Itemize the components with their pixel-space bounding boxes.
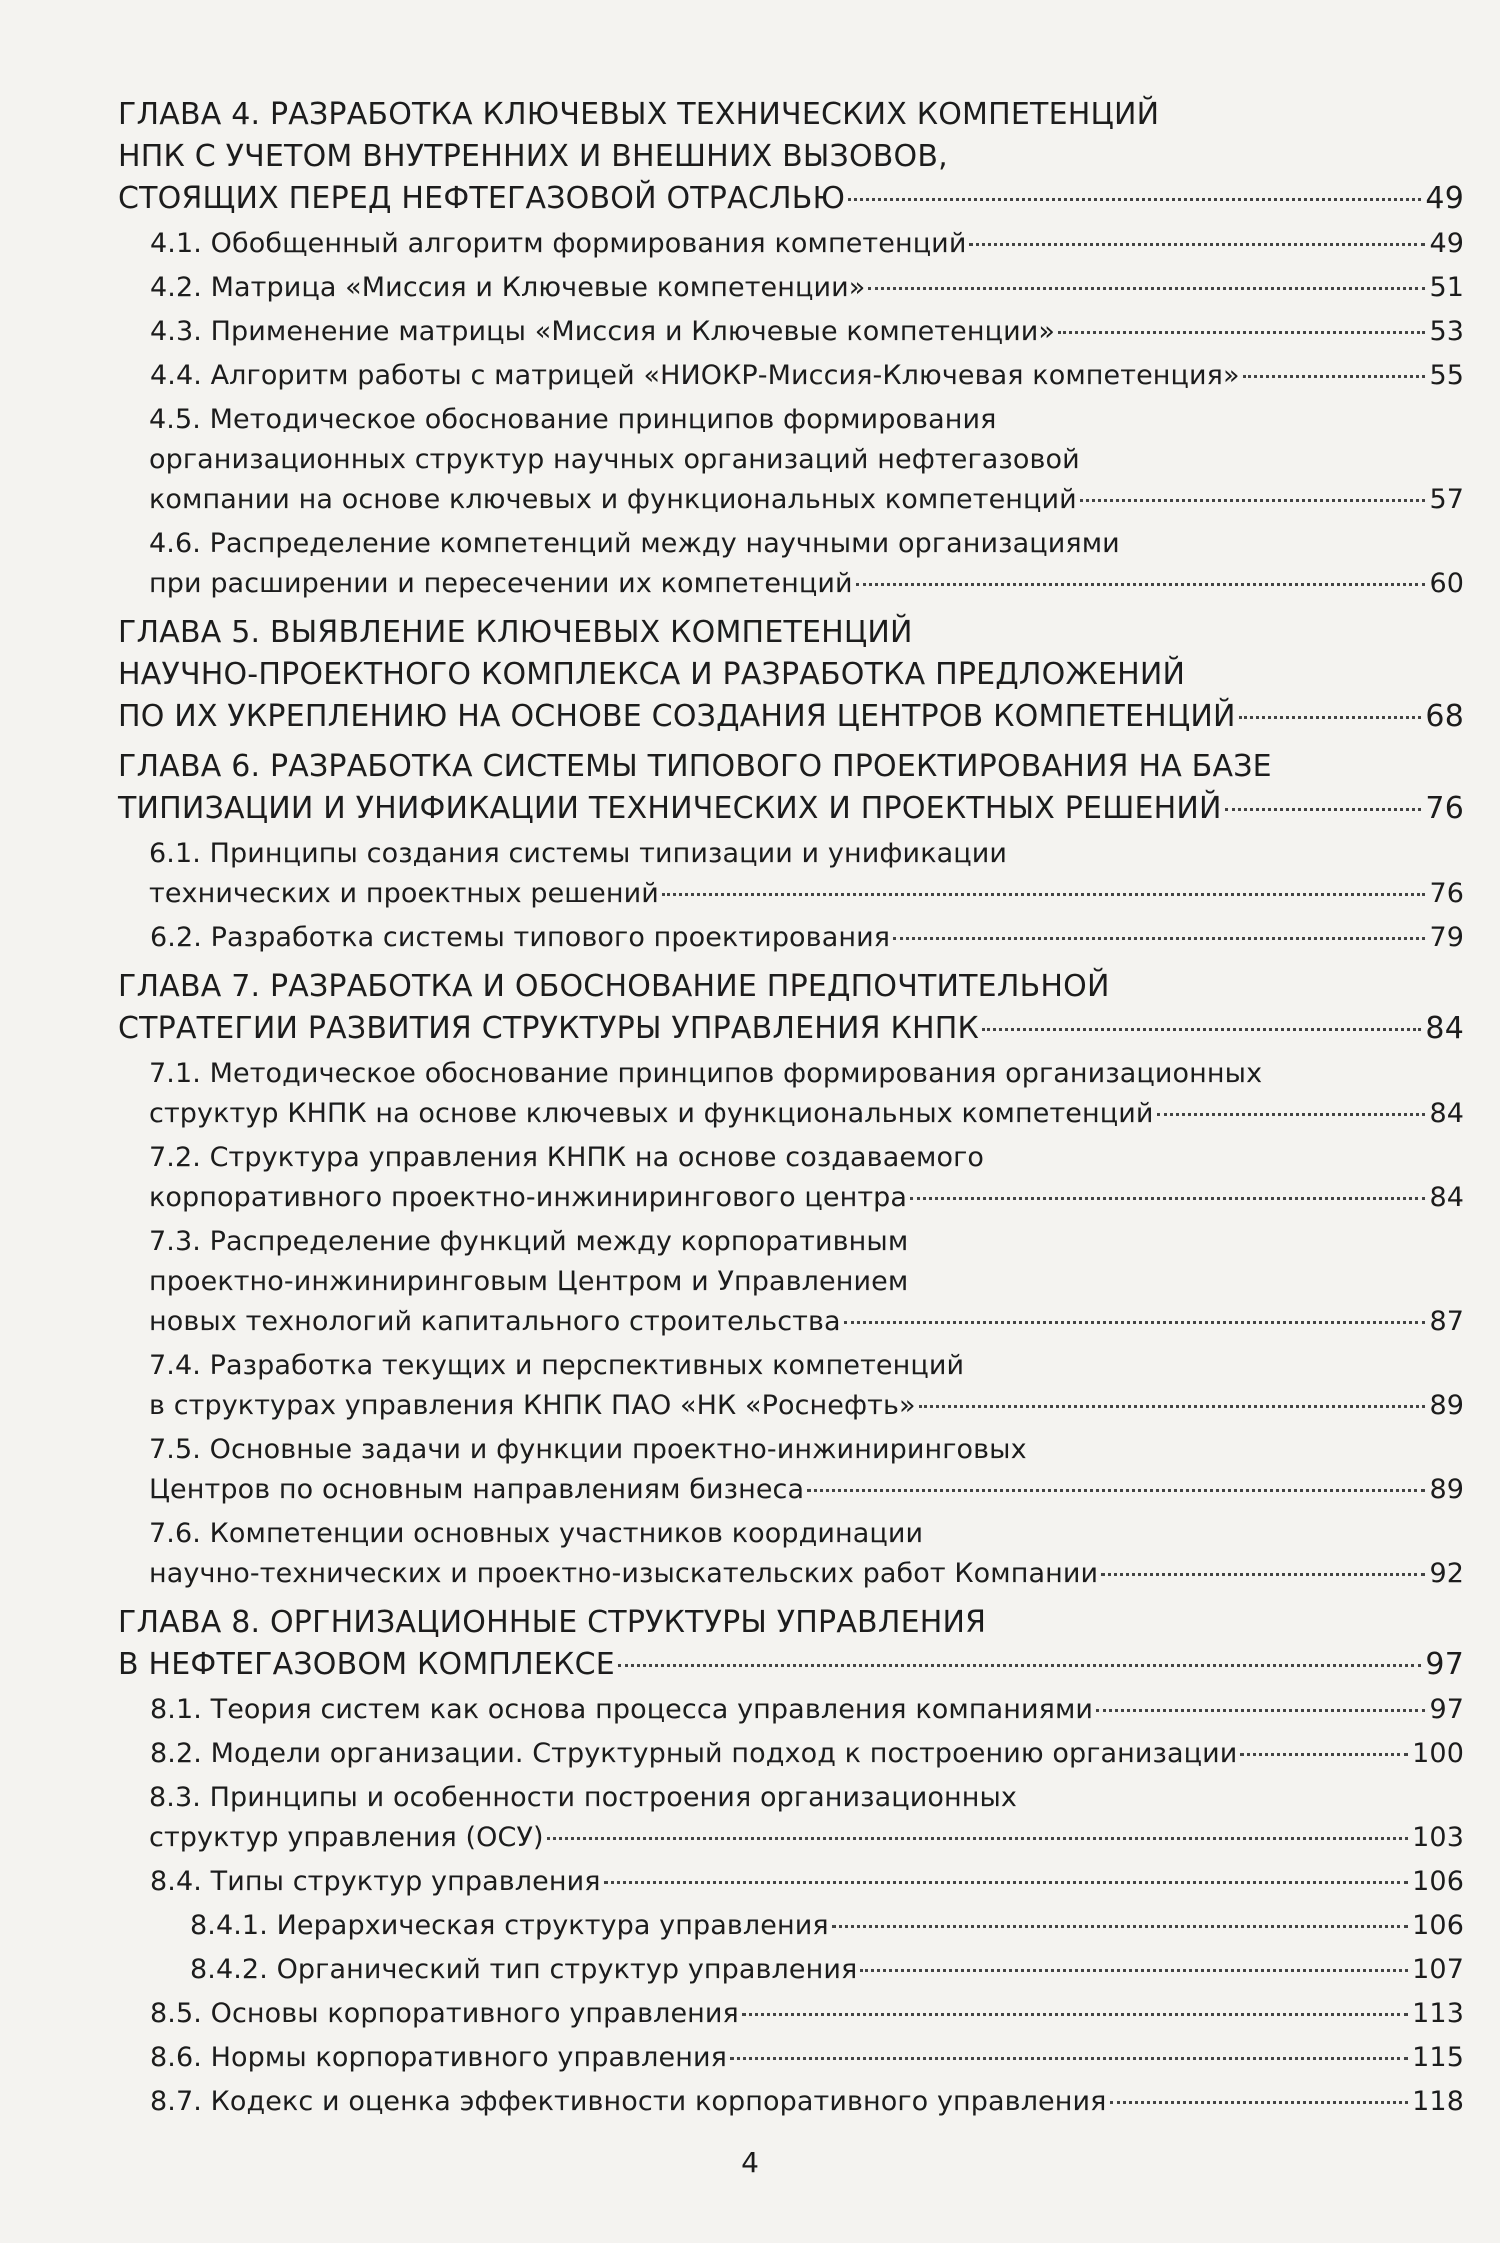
toc-last-line — [149, 1302, 1464, 1342]
dot-leader — [604, 1881, 1409, 1884]
dot-leader — [1080, 499, 1426, 502]
toc-line: структур КНПК на основе ключевых и функциональных компетенций — [149, 1098, 1154, 1129]
toc-last-line — [149, 1178, 1464, 1218]
toc-line: в структурах управления КНПК ПАО «НК «Роснефть» — [149, 1390, 916, 1421]
toc-last-line — [150, 2082, 1464, 2122]
toc-line: 7.3. Распределение функций между корпоративным — [149, 1226, 909, 1257]
toc-section — [118, 224, 1464, 264]
toc-line: 7.6. Компетенции основных участников координации — [149, 1518, 924, 1549]
toc-last-line — [150, 1994, 1464, 2034]
toc-page-number: 89 — [1429, 1474, 1464, 1505]
toc-last-line — [118, 1008, 1464, 1050]
toc-page-number: 55 — [1429, 360, 1464, 391]
dot-leader — [1243, 375, 1426, 378]
dot-leader — [848, 198, 1421, 201]
toc-line: 6.2. Разработка системы типового проектирования — [150, 922, 891, 953]
toc-last-line — [150, 1690, 1464, 1730]
toc-line: научно-технических и проектно-изыскательских работ Компании — [149, 1558, 1099, 1589]
toc-last-line — [149, 1094, 1464, 1134]
toc-line: 8.4.2. Органический тип структур управления — [190, 1954, 858, 1985]
toc-section — [118, 1138, 1464, 1218]
dot-leader — [618, 1664, 1422, 1667]
dot-leader — [860, 1969, 1408, 1972]
toc-page-number: 49 — [1425, 181, 1464, 216]
toc-line: 6.1. Принципы создания системы типизации и унификации — [149, 838, 1008, 869]
dot-leader — [844, 1321, 1426, 1324]
toc-page-number: 84 — [1429, 1098, 1464, 1129]
toc-page-number: 53 — [1429, 316, 1464, 347]
toc-page-number: 100 — [1412, 1738, 1464, 1769]
toc-line: НПК С УЧЕТОМ ВНУТРЕННИХ И ВНЕШНИХ ВЫЗОВОВ, — [118, 139, 948, 174]
toc-page-number: 84 — [1429, 1182, 1464, 1213]
toc-line: 4.6. Распределение компетенций между научными организациями — [149, 528, 1120, 559]
toc-chapter — [118, 966, 1464, 1050]
toc-line: 8.4.1. Иерархическая структура управления — [190, 1910, 829, 1941]
toc-line: ГЛАВА 8. ОРГНИЗАЦИОННЫЕ СТРУКТУРЫ УПРАВЛЕНИЯ — [118, 1605, 987, 1640]
dot-leader — [832, 1925, 1408, 1928]
toc-page-number: 118 — [1412, 2086, 1464, 2117]
toc-line: 7.5. Основные задачи и функции проектно-инжиниринговых — [149, 1434, 1027, 1465]
toc-line: компании на основе ключевых и функциональных компетенций — [149, 484, 1077, 515]
toc-page-number: 84 — [1425, 1011, 1464, 1046]
toc-line: СТРАТЕГИИ РАЗВИТИЯ СТРУКТУРЫ УПРАВЛЕНИЯ КНПК — [118, 1011, 979, 1046]
dot-leader — [856, 583, 1426, 586]
toc-last-line — [149, 1386, 1464, 1426]
toc-page-number: 103 — [1412, 1822, 1464, 1853]
dot-leader — [893, 937, 1425, 940]
toc-page-number: 49 — [1429, 228, 1464, 259]
toc-section — [118, 834, 1464, 914]
toc-page-number: 107 — [1412, 1954, 1464, 1985]
toc-last-line — [150, 2038, 1464, 2078]
toc-section — [118, 1690, 1464, 1730]
toc-last-line — [149, 1554, 1464, 1594]
toc-page-number: 76 — [1425, 791, 1464, 826]
toc-page-number: 113 — [1412, 1998, 1464, 2029]
dot-leader — [807, 1489, 1425, 1492]
toc-line: ГЛАВА 5. ВЫЯВЛЕНИЕ КЛЮЧЕВЫХ КОМПЕТЕНЦИЙ — [118, 615, 913, 650]
toc-line: 7.1. Методическое обоснование принципов формирования организационных — [149, 1058, 1263, 1089]
dot-leader — [868, 287, 1425, 290]
toc-page-number: 106 — [1412, 1910, 1464, 1941]
toc-page-number: 60 — [1429, 568, 1464, 599]
dot-leader — [547, 1837, 1408, 1840]
toc-last-line — [150, 356, 1464, 396]
toc-page-number: 92 — [1429, 1558, 1464, 1589]
toc-chapter — [118, 94, 1464, 220]
dot-leader — [1101, 1573, 1425, 1576]
toc-line: технических и проектных решений — [149, 878, 659, 909]
toc-line: 4.4. Алгоритм работы с матрицей «НИОКР-Миссия-Ключевая компетенция» — [150, 360, 1240, 391]
toc-last-line — [150, 268, 1464, 308]
toc-page-number: 57 — [1429, 484, 1464, 515]
toc-line: ГЛАВА 4. РАЗРАБОТКА КЛЮЧЕВЫХ ТЕХНИЧЕСКИХ КОМПЕТЕНЦИЙ — [118, 97, 1160, 132]
toc-section — [118, 1346, 1464, 1426]
toc-line: 4.1. Обобщенный алгоритм формирования компетенций — [150, 228, 967, 259]
toc-last-line — [118, 178, 1464, 220]
toc-last-line — [150, 312, 1464, 352]
dot-leader — [662, 893, 1426, 896]
toc-section — [118, 1778, 1464, 1858]
toc-last-line — [150, 1734, 1464, 1774]
toc-section — [118, 356, 1464, 396]
toc-last-line — [118, 696, 1464, 738]
dot-leader — [742, 2013, 1408, 2016]
dot-leader — [1110, 2101, 1409, 2104]
toc-section — [118, 524, 1464, 604]
toc-line: 4.3. Применение матрицы «Миссия и Ключевые компетенции» — [150, 316, 1055, 347]
toc-last-line — [149, 480, 1464, 520]
toc-page-number: 87 — [1429, 1306, 1464, 1337]
toc-line: 8.5. Основы корпоративного управления — [150, 1998, 739, 2029]
toc-section — [118, 1514, 1464, 1594]
toc-line: 7.2. Структура управления КНПК на основе создаваемого — [149, 1142, 985, 1173]
toc-line: корпоративного проектно-инжинирингового центра — [149, 1182, 908, 1213]
toc-line: ПО ИХ УКРЕПЛЕНИЮ НА ОСНОВЕ СОЗДАНИЯ ЦЕНТРОВ КОМПЕТЕНЦИЙ — [118, 699, 1236, 734]
toc-subsection — [118, 1950, 1464, 1990]
toc-line: новых технологий капитального строительства — [149, 1306, 841, 1337]
toc-page-number: 89 — [1429, 1390, 1464, 1421]
toc-section — [118, 400, 1464, 520]
dot-leader — [982, 1028, 1421, 1031]
toc-line: ГЛАВА 7. РАЗРАБОТКА И ОБОСНОВАНИЕ ПРЕДПОЧТИТЕЛЬНОЙ — [118, 969, 1110, 1004]
toc-section — [118, 1222, 1464, 1342]
dot-leader — [1239, 716, 1422, 719]
toc-line: 8.2. Модели организации. Структурный подход к построению организации — [150, 1738, 1238, 1769]
toc-line: СТОЯЩИХ ПЕРЕД НЕФТЕГАЗОВОЙ ОТРАСЛЬЮ — [118, 181, 846, 216]
toc-section — [118, 1054, 1464, 1134]
toc-last-line — [118, 788, 1464, 830]
toc-last-line — [149, 1818, 1464, 1858]
toc-line: ГЛАВА 6. РАЗРАБОТКА СИСТЕМЫ ТИПОВОГО ПРОЕКТИРОВАНИЯ НА БАЗЕ — [118, 749, 1272, 784]
toc-last-line — [118, 1644, 1464, 1686]
toc-section — [118, 2038, 1464, 2078]
toc-last-line — [149, 1470, 1464, 1510]
toc-line: НАУЧНО-ПРОЕКТНОГО КОМПЛЕКСА И РАЗРАБОТКА ПРЕДЛОЖЕНИЙ — [118, 657, 1186, 692]
toc-page-number: 79 — [1429, 922, 1464, 953]
toc-line: проектно-инжиниринговым Центром и Управлением — [149, 1266, 909, 1297]
toc-line: 8.6. Нормы корпоративного управления — [150, 2042, 727, 2073]
toc-last-line — [149, 874, 1464, 914]
toc-page-number: 51 — [1429, 272, 1464, 303]
table-of-contents — [118, 86, 1464, 2122]
toc-line: 8.7. Кодекс и оценка эффективности корпоративного управления — [150, 2086, 1107, 2117]
toc-section — [118, 1734, 1464, 1774]
dot-leader — [1225, 808, 1422, 811]
toc-line: структур управления (ОСУ) — [149, 1822, 544, 1853]
dot-leader — [1240, 1753, 1408, 1756]
toc-line: 7.4. Разработка текущих и перспективных компетенций — [149, 1350, 965, 1381]
toc-line: 8.3. Принципы и особенности построения организационных — [149, 1782, 1018, 1813]
toc-last-line — [190, 1950, 1464, 1990]
toc-chapter — [118, 612, 1464, 738]
toc-page-number: 97 — [1429, 1694, 1464, 1725]
toc-section — [118, 2082, 1464, 2122]
toc-line: 4.2. Матрица «Миссия и Ключевые компетенции» — [150, 272, 866, 303]
toc-section — [118, 268, 1464, 308]
toc-line: организационных структур научных организаций нефтегазовой — [149, 444, 1080, 475]
toc-page-number: 76 — [1429, 878, 1464, 909]
page-number: 4 — [741, 2146, 759, 2179]
toc-section — [118, 918, 1464, 958]
dot-leader — [730, 2057, 1408, 2060]
toc-line: 4.5. Методическое обоснование принципов формирования — [149, 404, 997, 435]
toc-section — [118, 1862, 1464, 1902]
toc-section — [118, 312, 1464, 352]
toc-page-number: 97 — [1425, 1647, 1464, 1682]
toc-line: 8.4. Типы структур управления — [150, 1866, 601, 1897]
toc-last-line — [190, 1906, 1464, 1946]
toc-page-number: 68 — [1425, 699, 1464, 734]
toc-subsection — [118, 1906, 1464, 1946]
toc-chapter — [118, 746, 1464, 830]
toc-last-line — [150, 1862, 1464, 1902]
toc-section — [118, 1430, 1464, 1510]
toc-section — [118, 1994, 1464, 2034]
toc-last-line — [150, 224, 1464, 264]
toc-page-number: 115 — [1412, 2042, 1464, 2073]
dot-leader — [919, 1405, 1426, 1408]
toc-line: при расширении и пересечении их компетенций — [149, 568, 853, 599]
toc-chapter — [118, 1602, 1464, 1686]
toc-line: Центров по основным направлениям бизнеса — [149, 1474, 805, 1505]
dot-leader — [1096, 1709, 1425, 1712]
dot-leader — [1058, 331, 1425, 334]
toc-last-line — [150, 918, 1464, 958]
dot-leader — [969, 243, 1425, 246]
toc-line: 8.1. Теория систем как основа процесса управления компаниями — [150, 1694, 1094, 1725]
dot-leader — [910, 1197, 1425, 1200]
dot-leader — [1157, 1113, 1426, 1116]
toc-page-number: 106 — [1412, 1866, 1464, 1897]
toc-last-line — [149, 564, 1464, 604]
toc-line: ТИПИЗАЦИИ И УНИФИКАЦИИ ТЕХНИЧЕСКИХ И ПРОЕКТНЫХ РЕШЕНИЙ — [118, 791, 1222, 826]
toc-line: В НЕФТЕГАЗОВОМ КОМПЛЕКСЕ — [118, 1647, 615, 1682]
